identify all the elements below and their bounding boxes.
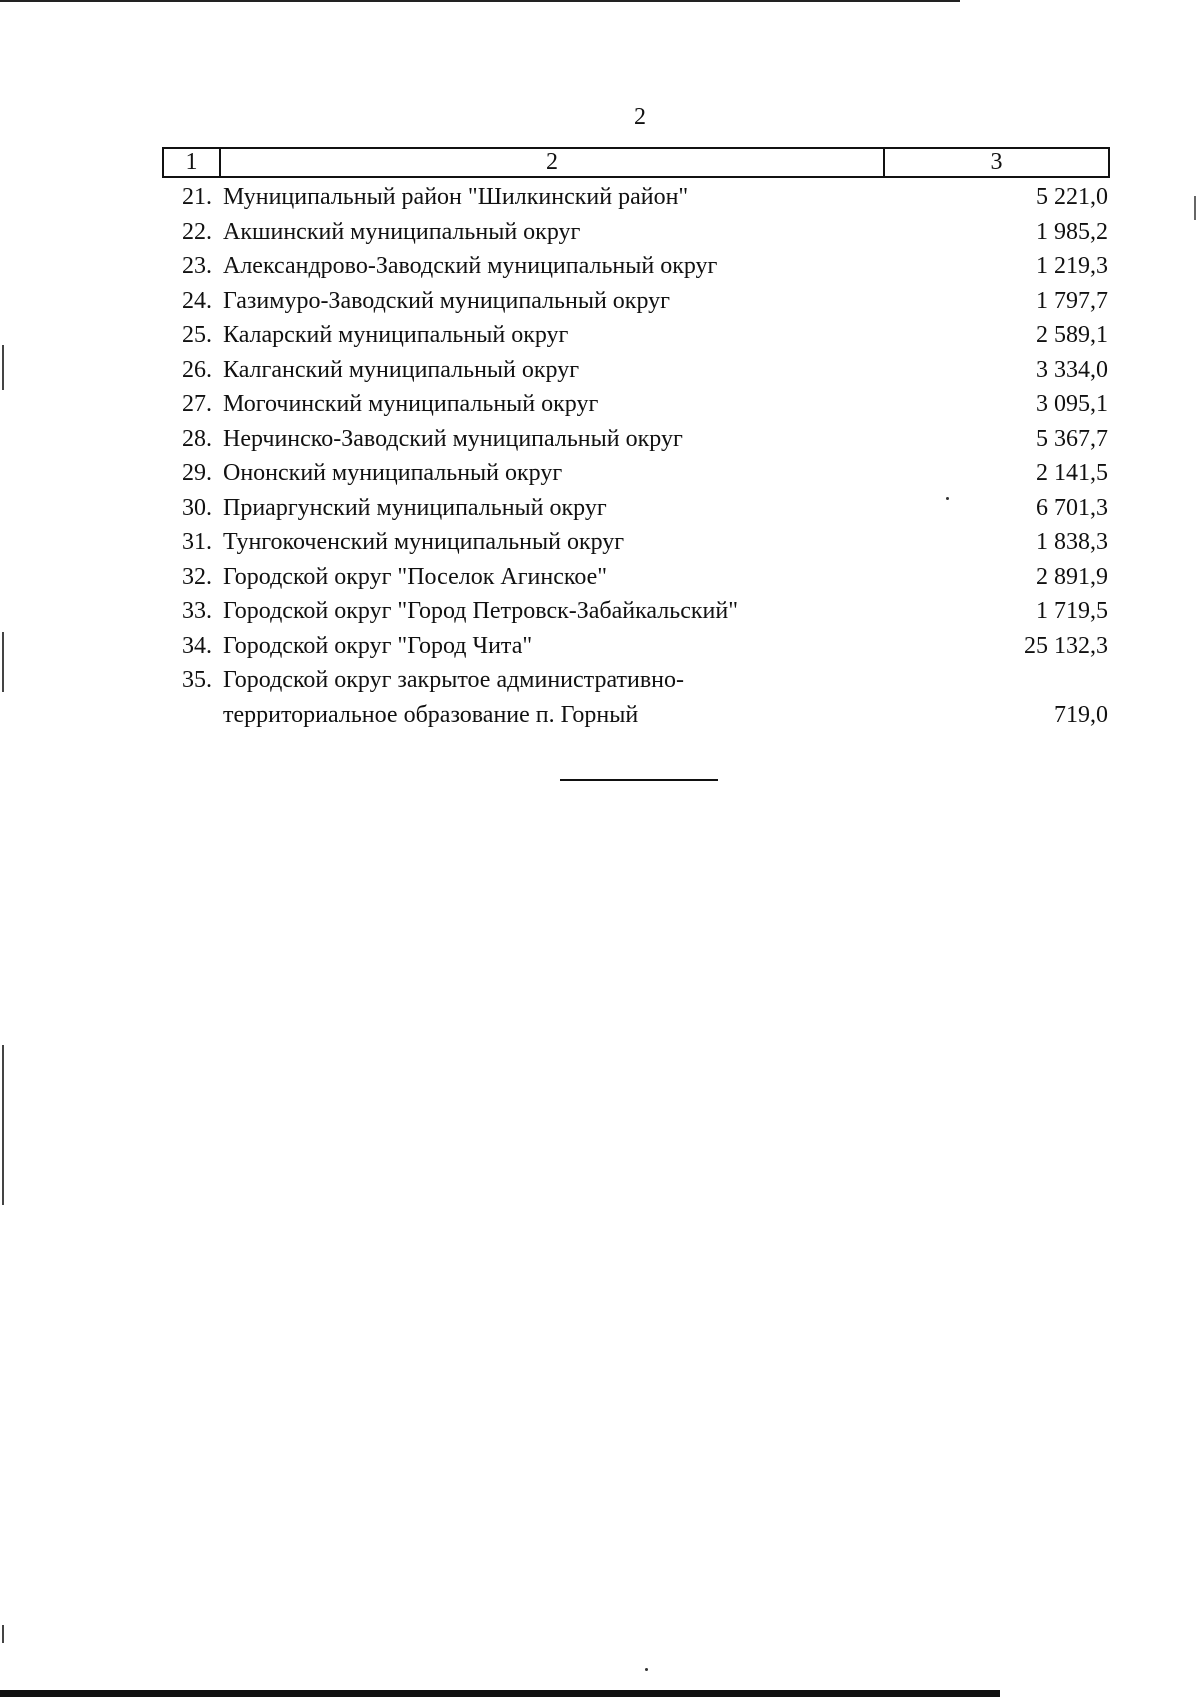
table-row: [162, 456, 1110, 491]
row-name: Ононский муниципальный округ: [223, 460, 563, 486]
row-value: 719,0: [1054, 701, 1108, 728]
row-value: 2 891,9: [1036, 563, 1108, 590]
table-row: [162, 284, 1110, 319]
table-row: [162, 560, 1110, 595]
header-col-1: 1: [164, 149, 221, 176]
row-value: 6 701,3: [1036, 494, 1108, 521]
table-row: [162, 629, 1110, 664]
row-name: Каларский муниципальный округ: [223, 322, 569, 348]
header-col-2: 2: [221, 149, 885, 176]
row-name-line-2: территориальное образование п. Горный: [223, 701, 639, 728]
table-row: [162, 594, 1110, 629]
row-value: 1 985,2: [1036, 218, 1108, 245]
row-name: Газимуро-Заводский муниципальный округ: [223, 287, 670, 314]
scan-mark-left: [2, 1625, 4, 1643]
page-number: 2: [634, 104, 646, 130]
row-number: 35.: [182, 667, 212, 693]
table-row: [162, 525, 1110, 560]
row-value: 1 719,5: [1036, 598, 1108, 624]
row-number: 21.: [182, 184, 212, 210]
row-number: 26.: [182, 356, 212, 383]
row-name: Городской округ "Город Петровск-Забайкальский": [223, 598, 739, 624]
row-value: 1 838,3: [1036, 529, 1108, 555]
row-value: 3 095,1: [1036, 391, 1108, 417]
table-body: [162, 180, 1110, 732]
row-name: Тунгокоченский муниципальный округ: [223, 529, 625, 555]
table-row: [162, 491, 1110, 526]
table-row: [162, 422, 1110, 457]
row-number: 31.: [182, 529, 212, 555]
row-value: 2 141,5: [1036, 460, 1108, 486]
row-number: 27.: [182, 391, 212, 417]
row-number: 25.: [182, 322, 212, 348]
row-number: 30.: [182, 494, 212, 521]
row-name: Городской округ "Город Чита": [223, 632, 533, 659]
row-number: 29.: [182, 460, 212, 486]
row-number: 22.: [182, 218, 212, 245]
table-row: [162, 387, 1110, 422]
scan-edge-bottom: [0, 1690, 1000, 1697]
row-value: 3 334,0: [1036, 356, 1108, 383]
row-name: Муниципальный район "Шилкинский район": [223, 184, 689, 210]
row-name: Городской округ "Поселок Агинское": [223, 563, 608, 590]
table-row: [162, 215, 1110, 250]
end-rule: [560, 779, 718, 781]
row-number: 23.: [182, 253, 212, 279]
table-row: [162, 180, 1110, 215]
row-value: 1 797,7: [1036, 287, 1108, 314]
row-value: 2 589,1: [1036, 322, 1108, 348]
scan-mark-left: [2, 345, 4, 390]
row-name: Могочинский муниципальный округ: [223, 391, 599, 417]
table-row: [162, 663, 1110, 732]
row-name: [223, 663, 923, 732]
row-number: 28.: [182, 425, 212, 452]
table-row: [162, 318, 1110, 353]
row-number: 33.: [182, 598, 212, 624]
row-value: 5 367,7: [1036, 425, 1108, 452]
table-row: [162, 249, 1110, 284]
row-value: 25 132,3: [1024, 632, 1108, 659]
row-number: 34.: [182, 632, 212, 659]
row-name: Акшинский муниципальный округ: [223, 218, 581, 245]
row-number: 24.: [182, 287, 212, 314]
scan-speck: [645, 1668, 648, 1671]
row-name: Приаргунский муниципальный округ: [223, 494, 607, 521]
scan-mark-left: [2, 632, 4, 692]
row-name: Калганский муниципальный округ: [223, 356, 580, 383]
row-name: Нерчинско-Заводский муниципальный округ: [223, 425, 683, 452]
header-col-3: 3: [990, 149, 1003, 175]
row-value: 1 219,3: [1036, 253, 1108, 279]
row-number: 32.: [182, 563, 212, 590]
scan-mark-left: [2, 1045, 4, 1205]
row-name-line-1: Городской округ закрытое административно-: [223, 667, 684, 693]
table-row: [162, 353, 1110, 388]
table-header: [162, 147, 1110, 178]
row-name: Александрово-Заводский муниципальный округ: [223, 253, 718, 279]
scan-mark-right: [1194, 196, 1196, 220]
row-value: 5 221,0: [1036, 184, 1108, 210]
scan-edge-top: [0, 0, 960, 2]
